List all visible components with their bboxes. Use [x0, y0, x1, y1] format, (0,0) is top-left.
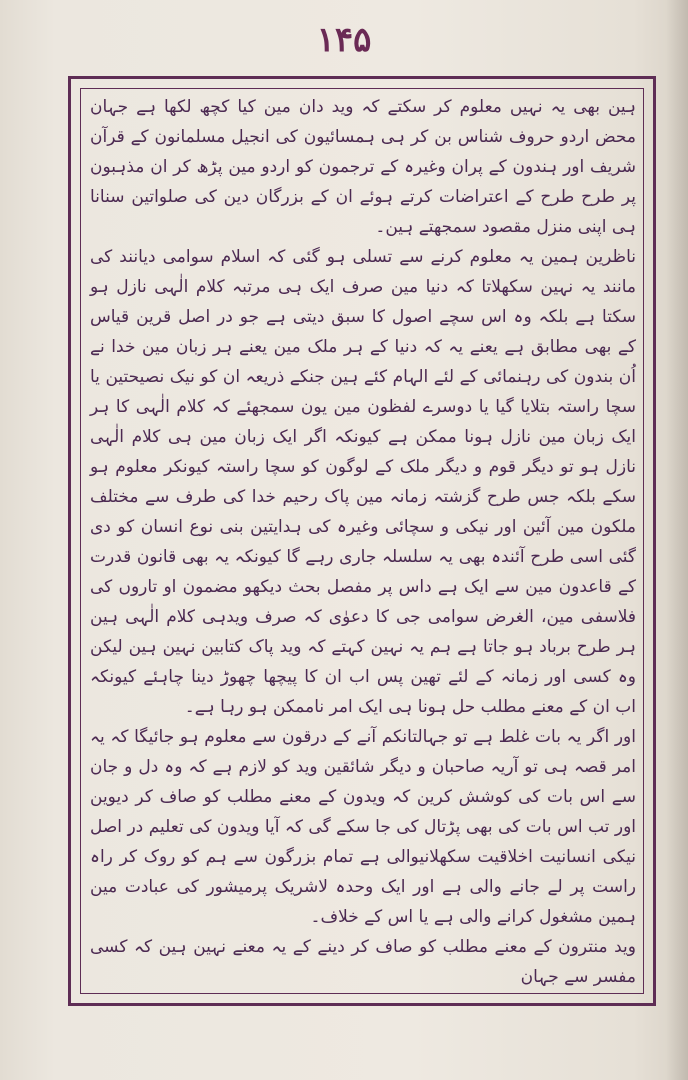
paragraph-4: وید منترون کے معنے مطلب کو صاف کر دینے کے یہ معنے نہین ہین کہ کسی مفسر سے جہان [90, 937, 636, 987]
page-text [90, 92, 636, 992]
page-edge-shadow [666, 0, 688, 1080]
page-number: ۱۴۵ [316, 20, 372, 60]
paragraph-1: ہین بھی یہ نہیں معلوم کر سکتے کہ وید دان مین کیا کچھ لکھا ہے جہان محض اردو حروف شناس بن کر ہی ہمسائیون کی انجیل مسلمانون کے قرآن شریف اور ہندون کے پران وغیرہ کے ترجمون کو اردو مین پڑھ کر ان مذہبون پر طرح طرح کے اعتراضات کرتے ہوئے ان کے بزرگان دین کی صلواتین سنانا ہی اپنی منزل مقصود سمجھتے ہین۔ [90, 97, 636, 237]
paragraph-3: اور اگر یہ بات غلط ہے تو جہالتانکم آنے کے درقون سے معلوم ہو جائیگا کہ یہ امر قصہ ہی تو آریہ صاحبان و دیگر شائقین وید کو لازم ہے کہ وہ دل و جان سے اس بات کی کوشش کرین کہ ویدون کے معنے مطلب کو صاف کر دیوین اور تب اس بات کی بھی پڑتال کی جا سکے گی کہ آیا ویدون کی تعلیم در اصل نیکی انسانیت اخلاقیت سکھلانیوالی ہے تمام بزرگون سے ہم کو روک کر راہ راست پر لے جانے والی ہے اور ایک وحدہ لاشریک پرمیشور کی عبادت مین ہمین مشغول کرانے والی ہے یا اس کے خلاف۔ [90, 727, 636, 927]
paragraph-2: ناظرین ہمین یہ معلوم کرنے سے تسلی ہو گئی کہ اسلام سوامی دیانند کی مانند یہ نہین سکھلاتا کہ دنیا مین صرف ایک ہی مرتبہ کلام الٰہی نازل ہو سکتا ہے بلکہ وہ اس سچے اصول کا سبق دیتی ہے جو در اصل قرین قیاس کے بھی مطابق ہے یعنے یہ کہ دنیا کے ہر ملک مین یعنے ہر زبان مین خدا نے اُن بندون کی رہنمائی کے لئے الہام کئے ہین جنکے ذریعہ ان کو نیک نصیحتین یا سچا راستہ بتلایا گیا یا دوسرے لفظون مین یون سمجھئے کہ کلام الٰہی کا ہر ایک زبان مین نازل ہونا ممکن ہے کیونکہ اگر ایک زبان مین ہی کلام الٰہی نازل ہو تو دیگر قوم و دیگر ملک کے لوگون کو سچا راستہ کیونکر معلوم ہو سکے بلکہ جس طرح گزشتہ زمانہ مین پاک رحیم خدا کی طرف سے مختلف ملکون مین آئین اور نیکی و سچائی وغیرہ کی ہدایتین بنی نوع انسان کو دی گئی اسی طرح آئندہ بھی یہ سلسلہ جاری رہے گا کیونکہ یہ بھی قانون قدرت کے قاعدون مین سے ایک ہے داس پر مفصل بحث دیکھو مضمون او تاروں کی فلاسفی مین، الغرض سوامی جی کا دعوٰی کہ صرف ویدہی کلام الٰہی ہین ہر طرح برباد ہو جاتا ہے ہم یہ نہین کہتے کہ وید پاک کتابین نہین ہین لیکن وہ کسی اور زمانہ کے لئے تھین پس اب ان کا پیچھا چھوڑ دینا چاہئے کیونکہ اب ان کے معنے مطلب حل ہونا ہی ایک امر ناممکن ہو رہا ہے۔ [90, 247, 636, 717]
